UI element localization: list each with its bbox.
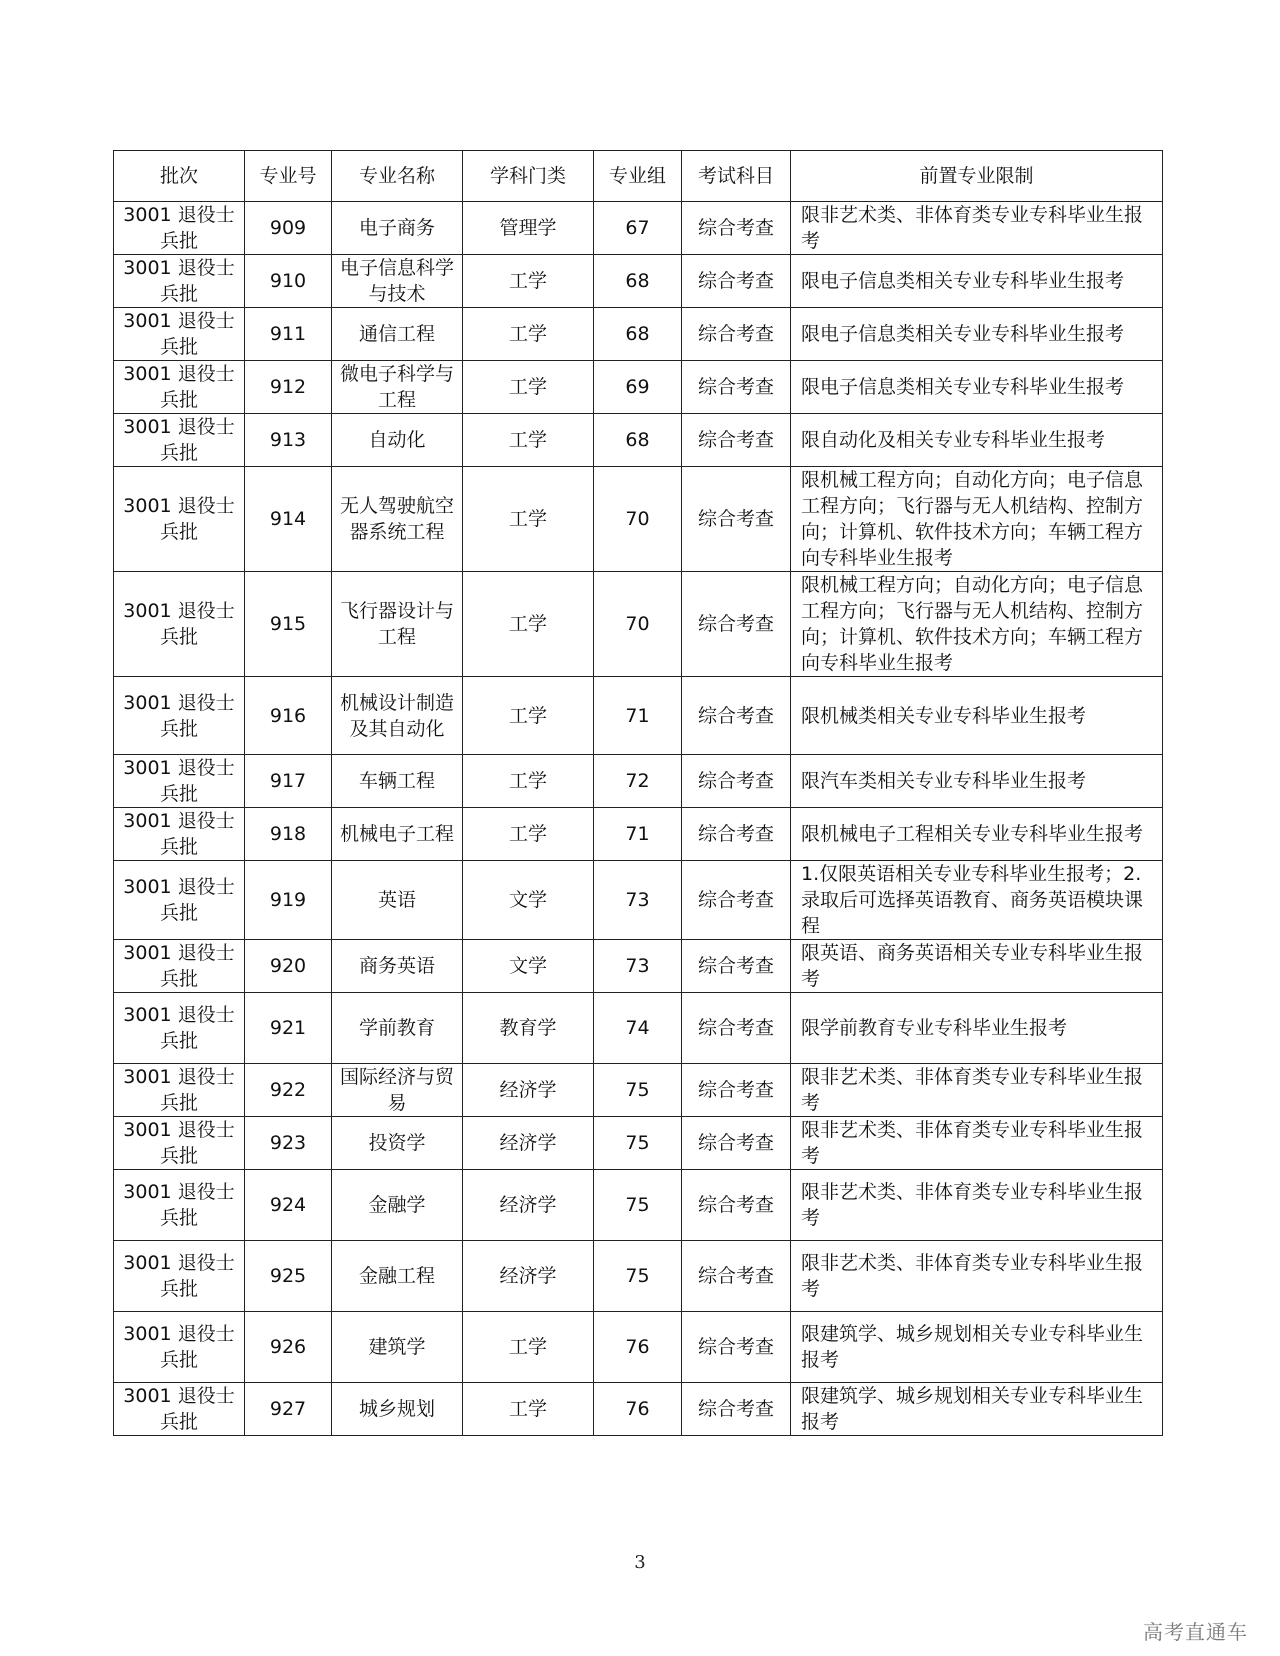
cell-name: 建筑学 [332, 1312, 463, 1383]
cell-restriction: 限非艺术类、非体育类专业专科毕业生报考 [791, 1241, 1163, 1312]
cell-batch: 3001 退役士兵批 [114, 755, 245, 808]
cell-code: 926 [245, 1312, 332, 1383]
cell-code: 918 [245, 808, 332, 861]
cell-group: 74 [594, 993, 682, 1064]
cell-code: 911 [245, 308, 332, 361]
table-row [114, 467, 1163, 572]
header-group: 专业组 [594, 151, 682, 202]
cell-group: 75 [594, 1241, 682, 1312]
cell-code: 912 [245, 361, 332, 414]
cell-category: 工学 [463, 1312, 594, 1383]
cell-category: 工学 [463, 361, 594, 414]
cell-code: 916 [245, 677, 332, 755]
cell-exam: 综合考查 [682, 1312, 791, 1383]
table-row [114, 255, 1163, 308]
cell-batch: 3001 退役士兵批 [114, 1312, 245, 1383]
cell-exam: 综合考查 [682, 755, 791, 808]
cell-name: 机械设计制造及其自动化 [332, 677, 463, 755]
cell-category: 工学 [463, 255, 594, 308]
cell-restriction: 限非艺术类、非体育类专业专科毕业生报考 [791, 1117, 1163, 1170]
cell-category: 工学 [463, 308, 594, 361]
cell-restriction: 限非艺术类、非体育类专业专科毕业生报考 [791, 1064, 1163, 1117]
cell-restriction: 限非艺术类、非体育类专业专科毕业生报考 [791, 1170, 1163, 1241]
cell-batch: 3001 退役士兵批 [114, 1064, 245, 1117]
cell-exam: 综合考查 [682, 361, 791, 414]
cell-code: 915 [245, 572, 332, 677]
cell-batch: 3001 退役士兵批 [114, 361, 245, 414]
cell-code: 919 [245, 861, 332, 940]
cell-group: 75 [594, 1117, 682, 1170]
cell-group: 71 [594, 808, 682, 861]
cell-exam: 综合考查 [682, 1064, 791, 1117]
cell-batch: 3001 退役士兵批 [114, 1117, 245, 1170]
cell-group: 68 [594, 414, 682, 467]
cell-group: 71 [594, 677, 682, 755]
cell-category: 文学 [463, 861, 594, 940]
cell-name: 通信工程 [332, 308, 463, 361]
table-row [114, 202, 1163, 255]
cell-group: 72 [594, 755, 682, 808]
cell-group: 73 [594, 861, 682, 940]
cell-name: 无人驾驶航空器系统工程 [332, 467, 463, 572]
cell-batch: 3001 退役士兵批 [114, 202, 245, 255]
cell-group: 76 [594, 1383, 682, 1436]
cell-restriction: 1.仅限英语相关专业专科毕业生报考；2.录取后可选择英语教育、商务英语模块课程 [791, 861, 1163, 940]
cell-category: 工学 [463, 677, 594, 755]
cell-exam: 综合考查 [682, 1241, 791, 1312]
cell-batch: 3001 退役士兵批 [114, 467, 245, 572]
cell-restriction: 限电子信息类相关专业专科毕业生报考 [791, 255, 1163, 308]
cell-exam: 综合考查 [682, 255, 791, 308]
table-header-row [114, 151, 1163, 202]
cell-name: 金融学 [332, 1170, 463, 1241]
table-row [114, 361, 1163, 414]
cell-group: 68 [594, 308, 682, 361]
cell-name: 车辆工程 [332, 755, 463, 808]
table-row [114, 1117, 1163, 1170]
cell-restriction: 限英语、商务英语相关专业专科毕业生报考 [791, 940, 1163, 993]
cell-restriction: 限机械工程方向；自动化方向；电子信息工程方向；飞行器与无人机结构、控制方向；计算机、软件技术方向；车辆工程方向专科毕业生报考 [791, 467, 1163, 572]
cell-group: 73 [594, 940, 682, 993]
cell-restriction: 限建筑学、城乡规划相关专业专科毕业生报考 [791, 1383, 1163, 1436]
cell-exam: 综合考查 [682, 414, 791, 467]
cell-exam: 综合考查 [682, 861, 791, 940]
cell-batch: 3001 退役士兵批 [114, 993, 245, 1064]
cell-name: 飞行器设计与工程 [332, 572, 463, 677]
cell-exam: 综合考查 [682, 1117, 791, 1170]
cell-code: 913 [245, 414, 332, 467]
cell-batch: 3001 退役士兵批 [114, 1170, 245, 1241]
header-batch: 批次 [114, 151, 245, 202]
cell-exam: 综合考查 [682, 202, 791, 255]
cell-group: 75 [594, 1170, 682, 1241]
table-row [114, 993, 1163, 1064]
cell-category: 经济学 [463, 1064, 594, 1117]
cell-category: 文学 [463, 940, 594, 993]
cell-name: 微电子科学与工程 [332, 361, 463, 414]
cell-category: 工学 [463, 1383, 594, 1436]
cell-code: 910 [245, 255, 332, 308]
header-code: 专业号 [245, 151, 332, 202]
table-row [114, 1312, 1163, 1383]
cell-exam: 综合考查 [682, 677, 791, 755]
cell-category: 经济学 [463, 1241, 594, 1312]
header-name: 专业名称 [332, 151, 463, 202]
table-row [114, 940, 1163, 993]
cell-code: 922 [245, 1064, 332, 1117]
table-row [114, 1241, 1163, 1312]
cell-exam: 综合考查 [682, 940, 791, 993]
cell-name: 学前教育 [332, 993, 463, 1064]
cell-restriction: 限汽车类相关专业专科毕业生报考 [791, 755, 1163, 808]
cell-category: 经济学 [463, 1170, 594, 1241]
cell-exam: 综合考查 [682, 808, 791, 861]
cell-category: 工学 [463, 467, 594, 572]
cell-group: 75 [594, 1064, 682, 1117]
cell-category: 工学 [463, 755, 594, 808]
table-row [114, 1064, 1163, 1117]
cell-code: 909 [245, 202, 332, 255]
cell-restriction: 限机械工程方向；自动化方向；电子信息工程方向；飞行器与无人机结构、控制方向；计算机、软件技术方向；车辆工程方向专科毕业生报考 [791, 572, 1163, 677]
cell-exam: 综合考查 [682, 308, 791, 361]
cell-category: 工学 [463, 808, 594, 861]
cell-exam: 综合考查 [682, 467, 791, 572]
cell-restriction: 限机械类相关专业专科毕业生报考 [791, 677, 1163, 755]
table-row [114, 308, 1163, 361]
cell-category: 工学 [463, 414, 594, 467]
page-number: 3 [634, 1552, 646, 1573]
table-row [114, 1170, 1163, 1241]
cell-restriction: 限电子信息类相关专业专科毕业生报考 [791, 308, 1163, 361]
admission-table [113, 150, 1163, 1436]
cell-restriction: 限自动化及相关专业专科毕业生报考 [791, 414, 1163, 467]
watermark: 高考直通车 [1143, 1620, 1248, 1644]
cell-name: 机械电子工程 [332, 808, 463, 861]
table-row [114, 572, 1163, 677]
cell-group: 76 [594, 1312, 682, 1383]
cell-exam: 综合考查 [682, 1383, 791, 1436]
cell-batch: 3001 退役士兵批 [114, 414, 245, 467]
table-body [114, 202, 1163, 1436]
cell-batch: 3001 退役士兵批 [114, 861, 245, 940]
table-row [114, 808, 1163, 861]
header-exam: 考试科目 [682, 151, 791, 202]
header-category: 学科门类 [463, 151, 594, 202]
cell-name: 城乡规划 [332, 1383, 463, 1436]
cell-restriction: 限建筑学、城乡规划相关专业专科毕业生报考 [791, 1312, 1163, 1383]
cell-name: 电子信息科学与技术 [332, 255, 463, 308]
table-row [114, 1383, 1163, 1436]
cell-group: 70 [594, 572, 682, 677]
cell-restriction: 限电子信息类相关专业专科毕业生报考 [791, 361, 1163, 414]
cell-code: 921 [245, 993, 332, 1064]
cell-code: 923 [245, 1117, 332, 1170]
header-restriction: 前置专业限制 [791, 151, 1163, 202]
cell-name: 商务英语 [332, 940, 463, 993]
table-row [114, 677, 1163, 755]
cell-category: 教育学 [463, 993, 594, 1064]
cell-restriction: 限学前教育专业专科毕业生报考 [791, 993, 1163, 1064]
cell-code: 925 [245, 1241, 332, 1312]
cell-batch: 3001 退役士兵批 [114, 1383, 245, 1436]
cell-group: 69 [594, 361, 682, 414]
table-row [114, 414, 1163, 467]
cell-code: 920 [245, 940, 332, 993]
cell-name: 英语 [332, 861, 463, 940]
cell-code: 914 [245, 467, 332, 572]
cell-exam: 综合考查 [682, 572, 791, 677]
cell-code: 917 [245, 755, 332, 808]
cell-name: 自动化 [332, 414, 463, 467]
cell-name: 投资学 [332, 1117, 463, 1170]
cell-group: 70 [594, 467, 682, 572]
cell-group: 67 [594, 202, 682, 255]
cell-category: 工学 [463, 572, 594, 677]
cell-name: 电子商务 [332, 202, 463, 255]
cell-code: 927 [245, 1383, 332, 1436]
cell-batch: 3001 退役士兵批 [114, 808, 245, 861]
table-row [114, 861, 1163, 940]
cell-category: 经济学 [463, 1117, 594, 1170]
cell-restriction: 限非艺术类、非体育类专业专科毕业生报考 [791, 202, 1163, 255]
cell-name: 国际经济与贸易 [332, 1064, 463, 1117]
cell-batch: 3001 退役士兵批 [114, 308, 245, 361]
cell-batch: 3001 退役士兵批 [114, 572, 245, 677]
cell-exam: 综合考查 [682, 993, 791, 1064]
cell-code: 924 [245, 1170, 332, 1241]
table-row [114, 755, 1163, 808]
cell-batch: 3001 退役士兵批 [114, 1241, 245, 1312]
cell-exam: 综合考查 [682, 1170, 791, 1241]
cell-batch: 3001 退役士兵批 [114, 940, 245, 993]
cell-category: 管理学 [463, 202, 594, 255]
cell-batch: 3001 退役士兵批 [114, 677, 245, 755]
cell-group: 68 [594, 255, 682, 308]
cell-batch: 3001 退役士兵批 [114, 255, 245, 308]
cell-name: 金融工程 [332, 1241, 463, 1312]
cell-restriction: 限机械电子工程相关专业专科毕业生报考 [791, 808, 1163, 861]
